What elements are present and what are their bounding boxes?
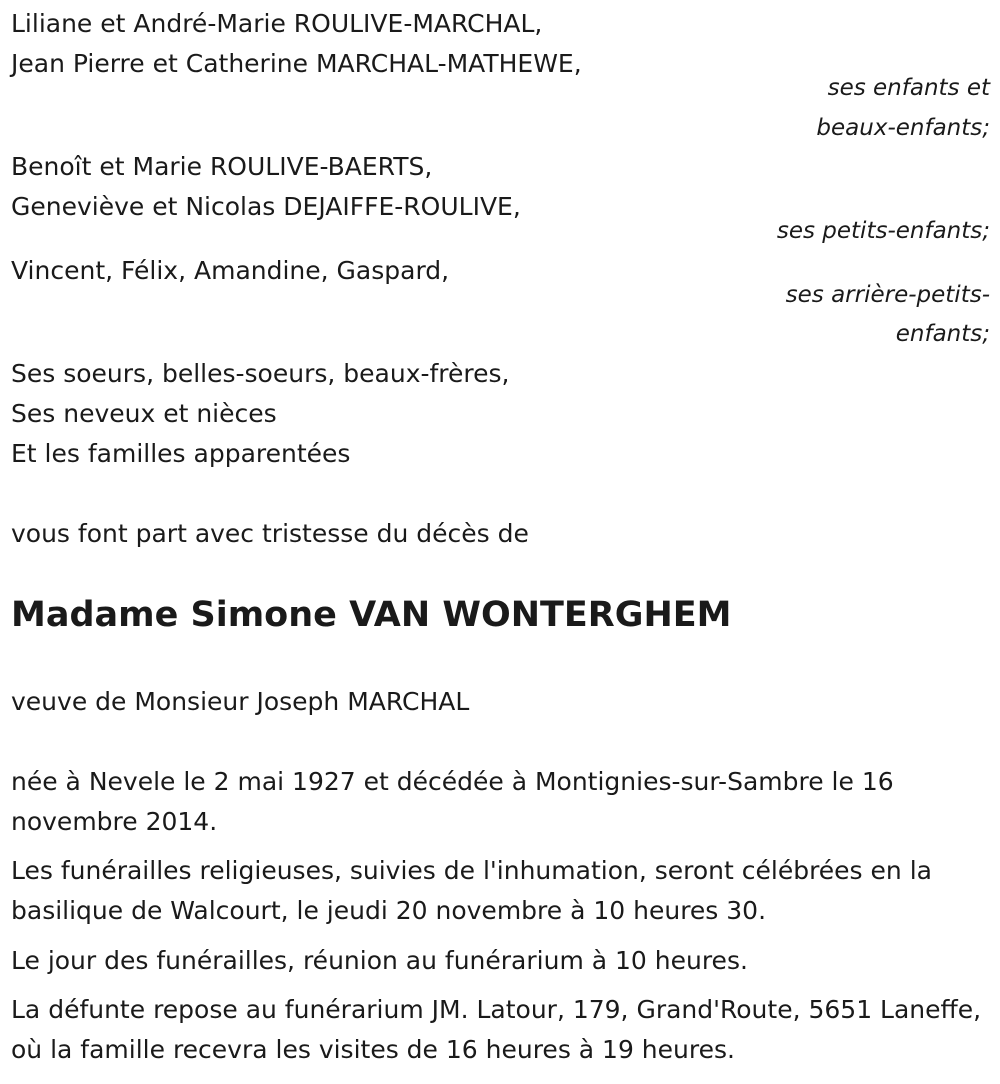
gathering-paragraph: Le jour des funérailles, réunion au funérarium à 10 heures. [11,946,748,975]
visitation-paragraph: La défunte repose au funérarium JM. Latour, 179, Grand'Route, 5651 Laneffe, où la famille recevra les visites de 16 heures à 19 heures. [11,995,982,1064]
relatives-line-1: Ses soeurs, belles-soeurs, beaux-frères, [11,359,510,388]
great-grandchildren-line: Vincent, Félix, Amandine, Gaspard, [11,256,450,285]
deceased-name: Madame Simone VAN WONTERGHEM [11,595,732,635]
intro-line: vous font part avec tristesse du décès de [11,519,529,548]
children-role-line-1: ses enfants et [827,75,990,101]
birth-death-paragraph: née à Nevele le 2 mai 1927 et décédée à Montignies-sur-Sambre le 16 novembre 2014. [11,767,894,836]
grandchildren-line-2: Geneviève et Nicolas DEJAIFFE-ROULIVE, [11,192,521,221]
relatives-line-2: Ses neveux et nièces [11,399,277,428]
children-line-2: Jean Pierre et Catherine MARCHAL-MATHEWE, [11,49,582,78]
great-grandchildren-role-line-2: enfants; [895,321,990,347]
widow-of-line: veuve de Monsieur Joseph MARCHAL [11,687,470,716]
grandchildren-line-1: Benoît et Marie ROULIVE-BAERTS, [11,152,433,181]
grandchildren-role: ses petits-enfants; [776,218,990,244]
great-grandchildren-role-line-1: ses arrière-petits- [785,282,990,308]
funeral-paragraph: Les funérailles religieuses, suivies de l'inhumation, seront célébrées en la basilique de Walcourt, le jeudi 20 novembre à 10 heures 30. [11,856,932,925]
children-line-1: Liliane et André-Marie ROULIVE-MARCHAL, [11,9,543,38]
children-role-line-2: beaux-enfants; [816,115,990,141]
relatives-line-3: Et les familles apparentées [11,439,351,468]
